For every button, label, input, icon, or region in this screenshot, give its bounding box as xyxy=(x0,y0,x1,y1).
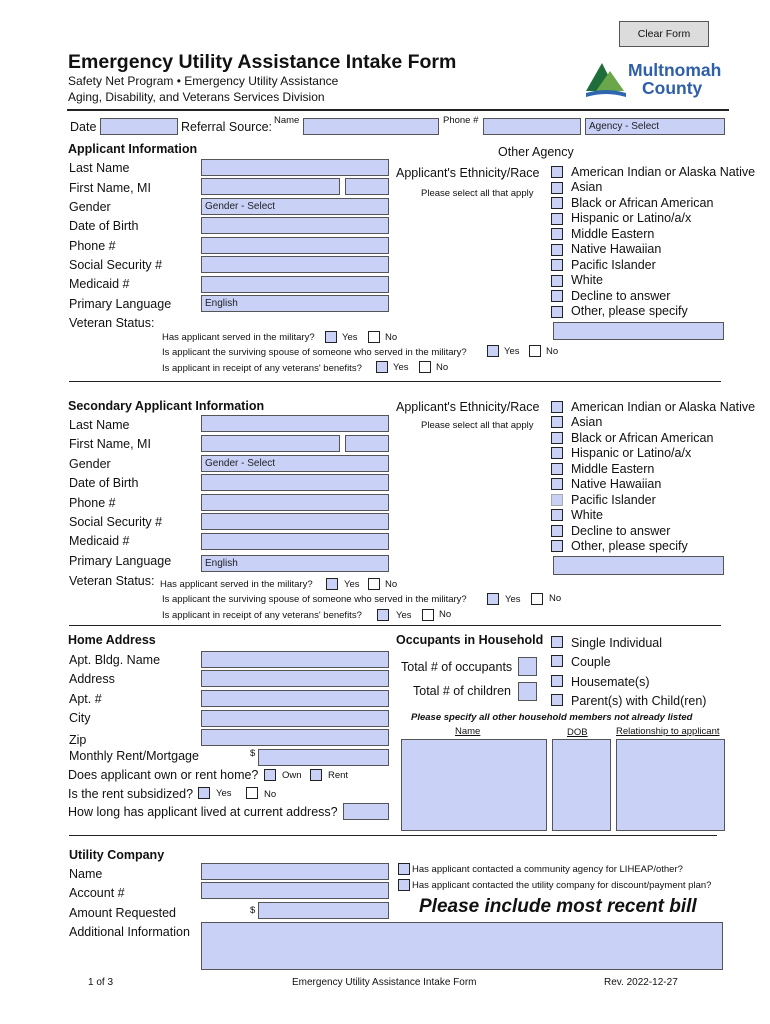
household-type-label: Single Individual xyxy=(571,636,663,650)
subsidized-yes-checkbox[interactable] xyxy=(198,787,210,799)
secondary-eth-checkbox[interactable] xyxy=(551,540,563,552)
amount-dollar-sign: $ xyxy=(250,905,256,916)
secondary-eth-checkbox[interactable] xyxy=(551,525,563,537)
yes-label: Yes xyxy=(505,594,521,605)
secondary-label-ssn: Social Security # xyxy=(69,515,163,529)
home-address-field[interactable] xyxy=(201,670,389,687)
applicant-vet-q1: Has applicant served in the military? xyxy=(162,332,315,343)
referral-phone-field[interactable] xyxy=(483,118,581,135)
applicant-label-first-name: First Name, MI xyxy=(69,181,151,195)
applicant-eth-label: White xyxy=(571,273,603,287)
secondary-label-language: Primary Language xyxy=(69,554,172,568)
applicant-eth-checkbox[interactable] xyxy=(551,259,563,271)
applicant-label-last-name: Last Name xyxy=(69,161,130,175)
section-divider xyxy=(69,835,717,836)
applicant-eth-label: Middle Eastern xyxy=(571,227,655,241)
applicant-vet-q3-no-checkbox[interactable] xyxy=(419,361,431,373)
household-names-field[interactable] xyxy=(401,739,547,831)
no-label: No xyxy=(385,332,398,343)
subsidized-no-checkbox[interactable] xyxy=(246,787,258,799)
yes-label: Yes xyxy=(344,579,360,590)
applicant-gender-select[interactable]: Gender - Select xyxy=(201,198,389,215)
utility-heading: Utility Company xyxy=(69,848,165,862)
applicant-label-gender: Gender xyxy=(69,200,111,214)
secondary-vet-q2: Is applicant the surviving spouse of someone who served in the military? xyxy=(162,594,467,605)
household-type-checkbox[interactable] xyxy=(551,636,563,648)
secondary-label-medicaid: Medicaid # xyxy=(69,534,130,548)
applicant-eth-label: Pacific Islander xyxy=(571,258,656,272)
total-children-field[interactable] xyxy=(518,682,537,701)
utility-label-name: Name xyxy=(69,867,103,881)
applicant-heading: Applicant Information xyxy=(68,142,198,156)
household-type-checkbox[interactable] xyxy=(551,694,563,706)
secondary-eth-checkbox[interactable] xyxy=(551,463,563,475)
secondary-vet-q3-yes-checkbox[interactable] xyxy=(377,609,389,621)
utility-name-field[interactable] xyxy=(201,863,389,880)
total-children-label: Total # of children xyxy=(413,684,511,698)
applicant-eth-checkbox[interactable] xyxy=(551,306,563,318)
household-specify-note: Please specify all other household members not already listed xyxy=(411,712,693,723)
clear-form-button[interactable]: Clear Form xyxy=(619,21,709,47)
applicant-eth-checkbox[interactable] xyxy=(551,275,563,287)
secondary-eth-other-field[interactable] xyxy=(553,556,724,575)
applicant-first-name-field[interactable] xyxy=(201,178,340,195)
secondary-label-dob: Date of Birth xyxy=(69,476,139,490)
applicant-eth-other-field[interactable] xyxy=(553,322,724,340)
footer-form-name: Emergency Utility Assistance Intake Form xyxy=(292,977,477,988)
household-type-label: Housemate(s) xyxy=(571,675,650,689)
home-heading: Home Address xyxy=(68,633,156,647)
secondary-eth-label: Decline to answer xyxy=(571,524,671,538)
secondary-eth-label: American Indian or Alaska Native xyxy=(571,400,756,414)
discount-checkbox[interactable] xyxy=(398,879,410,891)
applicant-label-language: Primary Language xyxy=(69,297,172,311)
home-label-rent: Monthly Rent/Mortgage xyxy=(69,749,199,763)
applicant-eth-label: Hispanic or Latino/a/x xyxy=(571,211,692,225)
applicant-label-ssn: Social Security # xyxy=(69,258,163,272)
yes-label: Yes xyxy=(342,332,358,343)
bill-note: Please include most recent bill xyxy=(419,896,697,917)
applicant-eth-checkbox[interactable] xyxy=(551,290,563,302)
applicant-eth-label: Decline to answer xyxy=(571,289,671,303)
utility-label-additional: Additional Information xyxy=(69,925,190,939)
date-label: Date xyxy=(70,120,97,134)
applicant-eth-label: Black or African American xyxy=(571,196,714,210)
secondary-last-name-field[interactable] xyxy=(201,415,389,432)
rent-checkbox[interactable] xyxy=(310,769,322,781)
home-label-city: City xyxy=(69,711,91,725)
utility-additional-field[interactable] xyxy=(201,922,723,970)
utility-amount-field[interactable] xyxy=(258,902,389,919)
applicant-last-name-field[interactable] xyxy=(201,159,389,176)
secondary-eth-checkbox[interactable] xyxy=(551,509,563,521)
applicant-vet-q2-no-checkbox[interactable] xyxy=(529,345,541,357)
secondary-ethnicity-label: Applicant's Ethnicity/Race xyxy=(396,400,540,414)
secondary-vet-q2-yes-checkbox[interactable] xyxy=(487,593,499,605)
home-label-zip: Zip xyxy=(69,733,87,747)
applicant-eth-label: Other, please specify xyxy=(571,304,688,318)
section-divider xyxy=(69,625,721,626)
utility-label-account: Account # xyxy=(69,886,125,900)
secondary-medicaid-field[interactable] xyxy=(201,533,389,550)
applicant-phone-field[interactable] xyxy=(201,237,389,254)
home-zip-field[interactable] xyxy=(201,729,389,746)
subsidized-question: Is the rent subsidized? xyxy=(68,787,194,801)
yes-label: Yes xyxy=(396,610,412,621)
applicant-ethnicity-label: Applicant's Ethnicity/Race xyxy=(396,166,540,180)
referral-phone-label: Phone # xyxy=(443,115,479,126)
home-label-bldg: Apt. Bldg. Name xyxy=(69,653,161,667)
form-title: Emergency Utility Assistance Intake Form xyxy=(68,51,457,73)
utility-account-field[interactable] xyxy=(201,882,389,899)
agency-select[interactable]: Agency - Select xyxy=(585,118,725,135)
subtitle-division: Aging, Disability, and Veterans Services Division xyxy=(68,90,325,104)
secondary-label-first-name: First Name, MI xyxy=(69,437,151,451)
how-long-field[interactable] xyxy=(343,803,389,820)
secondary-eth-checkbox[interactable] xyxy=(551,447,563,459)
home-label-apt: Apt. # xyxy=(69,692,102,706)
yes-label: Yes xyxy=(393,362,409,373)
applicant-vet-q1-yes-checkbox[interactable] xyxy=(325,331,337,343)
no-label: No xyxy=(385,579,398,590)
no-label: No xyxy=(436,362,449,373)
footer-revision: Rev. 2022-12-27 xyxy=(604,977,678,988)
secondary-eth-checkbox[interactable] xyxy=(551,494,563,506)
secondary-select-all-note: Please select all that apply xyxy=(421,420,534,431)
applicant-ssn-field[interactable] xyxy=(201,256,389,273)
applicant-eth-checkbox[interactable] xyxy=(551,182,563,194)
no-label: No xyxy=(439,609,452,620)
applicant-vet-q1-no-checkbox[interactable] xyxy=(368,331,380,343)
household-col-relationship: Relationship to applicant xyxy=(616,726,720,737)
applicant-medicaid-field[interactable] xyxy=(201,276,389,293)
applicant-eth-checkbox[interactable] xyxy=(551,244,563,256)
secondary-heading: Secondary Applicant Information xyxy=(68,399,265,413)
secondary-label-last-name: Last Name xyxy=(69,418,130,432)
total-occupants-field[interactable] xyxy=(518,657,537,676)
referral-name-label: Name xyxy=(274,115,300,126)
discount-question: Has applicant contacted the utility company for discount/payment plan? xyxy=(412,880,712,891)
applicant-select-all-note: Please select all that apply xyxy=(421,188,534,199)
secondary-vet-q2-no-checkbox[interactable] xyxy=(531,593,543,605)
referral-name-field[interactable] xyxy=(303,118,439,135)
applicant-mi-field[interactable] xyxy=(345,178,389,195)
secondary-gender-select[interactable]: Gender - Select xyxy=(201,455,389,472)
secondary-first-name-field[interactable] xyxy=(201,435,340,452)
applicant-eth-checkbox[interactable] xyxy=(551,213,563,225)
secondary-eth-checkbox[interactable] xyxy=(551,478,563,490)
applicant-eth-label: Native Hawaiian xyxy=(571,242,662,256)
total-occupants-label: Total # of occupants xyxy=(401,660,513,674)
applicant-eth-checkbox[interactable] xyxy=(551,228,563,240)
applicant-eth-label: Asian xyxy=(571,180,603,194)
subtitle-program: Safety Net Program • Emergency Utility Assistance xyxy=(68,74,339,88)
secondary-eth-label: Other, please specify xyxy=(571,539,688,553)
home-bldg-field[interactable] xyxy=(201,651,389,668)
secondary-vet-q1: Has applicant served in the military? xyxy=(160,579,313,590)
home-rent-field[interactable] xyxy=(258,749,389,766)
occupants-heading: Occupants in Household xyxy=(396,633,544,647)
household-type-checkbox[interactable] xyxy=(551,655,563,667)
referral-label: Referral Source: xyxy=(181,120,273,134)
applicant-label-dob: Date of Birth xyxy=(69,219,139,233)
secondary-vet-q1-yes-checkbox[interactable] xyxy=(326,578,338,590)
household-type-checkbox[interactable] xyxy=(551,675,563,687)
secondary-eth-checkbox[interactable] xyxy=(551,432,563,444)
date-field[interactable] xyxy=(100,118,178,135)
household-type-label: Parent(s) with Child(ren) xyxy=(571,694,707,708)
household-type-label: Couple xyxy=(571,655,611,669)
household-dob-field[interactable] xyxy=(552,739,611,831)
secondary-language-select[interactable]: English xyxy=(201,555,389,572)
rent-label: Rent xyxy=(328,770,349,781)
no-label: No xyxy=(546,346,559,357)
secondary-ssn-field[interactable] xyxy=(201,513,389,530)
applicant-eth-label: American Indian or Alaska Native xyxy=(571,165,756,179)
no-label: No xyxy=(549,593,562,604)
own-rent-question: Does applicant own or rent home? xyxy=(68,768,259,782)
own-checkbox[interactable] xyxy=(264,769,276,781)
section-divider xyxy=(69,381,721,382)
secondary-eth-label: Pacific Islander xyxy=(571,493,656,507)
applicant-dob-field[interactable] xyxy=(201,217,389,234)
own-label: Own xyxy=(282,770,302,781)
secondary-eth-label: Black or African American xyxy=(571,431,714,445)
secondary-dob-field[interactable] xyxy=(201,474,389,491)
secondary-phone-field[interactable] xyxy=(201,494,389,511)
household-relationship-field[interactable] xyxy=(616,739,725,831)
applicant-eth-checkbox[interactable] xyxy=(551,197,563,209)
household-col-name: Name xyxy=(455,726,481,737)
secondary-eth-checkbox[interactable] xyxy=(551,401,563,413)
other-agency-label: Other Agency xyxy=(498,145,574,159)
secondary-vet-q3: Is applicant in receipt of any veterans' benefits? xyxy=(162,610,362,621)
secondary-label-gender: Gender xyxy=(69,457,111,471)
secondary-label-phone: Phone # xyxy=(69,496,116,510)
rent-dollar-sign: $ xyxy=(250,748,256,759)
applicant-vet-q3-yes-checkbox[interactable] xyxy=(376,361,388,373)
utility-label-amount: Amount Requested xyxy=(69,906,177,920)
applicant-label-veteran: Veteran Status: xyxy=(69,316,155,330)
secondary-eth-label: Asian xyxy=(571,415,603,429)
applicant-label-phone: Phone # xyxy=(69,239,116,253)
secondary-eth-label: Middle Eastern xyxy=(571,462,655,476)
home-city-field[interactable] xyxy=(201,710,389,727)
multnomah-county-logo xyxy=(586,55,736,105)
secondary-vet-q3-no-checkbox[interactable] xyxy=(422,609,434,621)
applicant-eth-checkbox[interactable] xyxy=(551,166,563,178)
yes-label: Yes xyxy=(504,346,520,357)
secondary-mi-field[interactable] xyxy=(345,435,389,452)
applicant-vet-q2: Is applicant the surviving spouse of someone who served in the military? xyxy=(162,347,467,358)
logo-line1: Multnomah xyxy=(628,60,722,80)
yes-label: Yes xyxy=(216,788,232,799)
home-label-address: Address xyxy=(69,672,115,686)
secondary-label-veteran: Veteran Status: xyxy=(69,574,155,588)
secondary-eth-label: Hispanic or Latino/a/x xyxy=(571,446,692,460)
secondary-eth-label: White xyxy=(571,508,603,522)
applicant-vet-q3: Is applicant in receipt of any veterans' benefits? xyxy=(162,363,362,374)
footer-page-number: 1 of 3 xyxy=(88,977,114,988)
logo-line2: County xyxy=(642,78,703,98)
household-col-dob: DOB xyxy=(567,727,588,738)
secondary-eth-checkbox[interactable] xyxy=(551,416,563,428)
liheap-question: Has applicant contacted a community agency for LIHEAP/other? xyxy=(412,864,683,875)
mountain-logo-icon xyxy=(586,57,626,99)
no-label: No xyxy=(264,789,277,800)
liheap-checkbox[interactable] xyxy=(398,863,410,875)
how-long-question: How long has applicant lived at current address? xyxy=(68,805,338,819)
home-apt-field[interactable] xyxy=(201,690,389,707)
applicant-label-medicaid: Medicaid # xyxy=(69,277,130,291)
title-divider xyxy=(67,109,729,111)
applicant-language-select[interactable]: English xyxy=(201,295,389,312)
applicant-vet-q2-yes-checkbox[interactable] xyxy=(487,345,499,357)
secondary-eth-label: Native Hawaiian xyxy=(571,477,662,491)
secondary-vet-q1-no-checkbox[interactable] xyxy=(368,578,380,590)
